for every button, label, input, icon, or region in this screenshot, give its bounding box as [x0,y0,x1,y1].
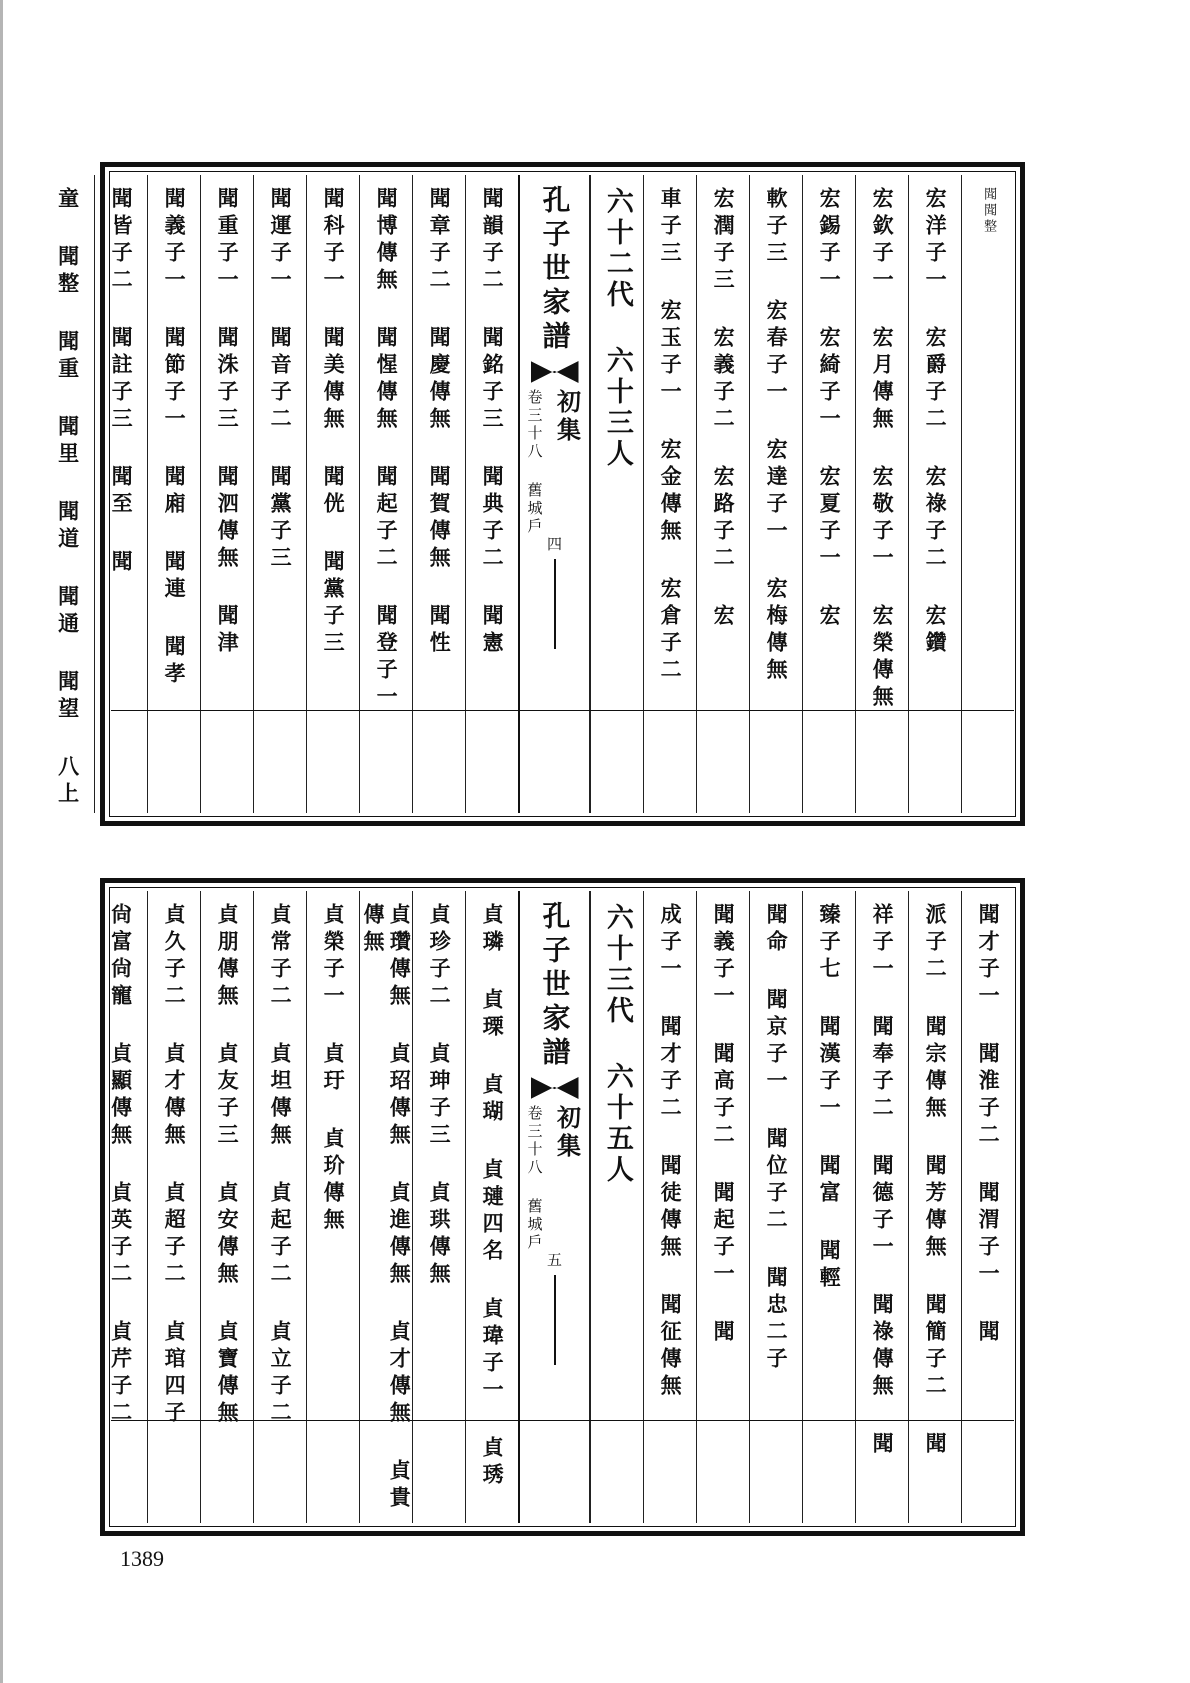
genealogy-entry-text: 聞義子一 聞節子一 聞廂 聞連 聞孝 [162,187,188,689]
genealogy-entry-text: 聞才子一 聞淮子二 聞渭子一 聞 [976,903,1002,1347]
genealogy-column [961,891,1014,1523]
genealogy-entry-text: 貞榮子一 貞玗 貞玠傳無 [321,903,347,1235]
genealogy-column [802,891,855,1523]
genealogy-entry-text: 祥子一 聞奉子二 聞德子一 聞祿傳無 聞 [870,903,896,1459]
top-folio-rule [111,710,1014,711]
genealogy-entry-text: 派子二 聞宗傳無 聞芳傳無 聞簡子二 聞 [923,903,949,1459]
center-rule [554,559,556,649]
genealogy-column [41,175,94,813]
genealogy-column [94,891,147,1523]
genealogy-entry-text: 聞皆子二 聞註子三 聞至 聞 [109,187,135,577]
genealogy-entry-text: 成子一 聞才子二 聞徒傳無 聞征傳無 [658,903,684,1401]
genealogy-column [961,175,1014,813]
genealogy-column [749,891,802,1523]
genealogy-column [253,175,306,813]
folio-number: 四 [545,536,563,551]
genealogy-column [306,175,359,813]
genealogy-entry-text: 宏洋子一 宏爵子二 宏祿子二 宏鑽 [923,187,949,658]
series-label: 初集 [552,1105,582,1161]
genealogy-entry-text: 聞科子一 聞美傳無 聞侊 聞黨子三 [321,187,347,658]
top-panel-columns [55,175,1014,813]
genealogy-column [147,175,200,813]
genealogy-column [200,891,253,1523]
genealogy-entry-text: 臻子七 聞漢子一 聞富 聞輕 [817,903,843,1293]
genealogy-entry-text: 尙富尙寵 貞顯傳無 貞英子二 貞芹子二 [108,903,134,1428]
genealogy-column [306,891,359,1523]
genealogy-column [253,891,306,1523]
fishtail-mark [531,1077,579,1099]
volume-note: 卷三十八 舊城戶 [525,389,544,536]
bottom-panel-columns [108,891,1014,1523]
genealogy-entry-text: 聞重子一 聞洙子三 聞泗傳無 聞津 [215,187,241,658]
genealogy-entry-text: 軟子三 宏春子一 宏達子一 宏梅傳無 [764,187,790,685]
book-title: 孔子世家譜 [538,901,572,1071]
book-title-column [518,175,590,813]
genealogy-column [200,175,253,813]
generation-heading: 六十三代 六十五人 [601,903,633,1186]
generation-heading: 六十二代 六十三人 [601,187,633,470]
genealogy-column [696,175,749,813]
bottom-folio-rule [111,1420,1014,1421]
fishtail-mark [531,361,579,383]
genealogy-entry-text: 聞章子二 聞慶傳無 聞賀傳無 聞性 [427,187,453,658]
genealogy-entry-text: 聞命 聞京子一 聞位子二 聞忠二子 [764,903,790,1374]
genealogy-panel-top [55,162,1025,826]
genealogy-entry-text: 聞義子一 聞高子二 聞起子一 聞 [711,903,737,1347]
genealogy-column [908,175,961,813]
genealogy-column [359,891,412,1523]
genealogy-column [359,175,412,813]
page-number: 1389 [120,1546,164,1571]
generation-heading-column [590,175,643,813]
generation-heading-column [590,891,643,1523]
genealogy-entry-text: 宏錫子一 宏綺子一 宏夏子一 宏 [817,187,843,631]
genealogy-entry-text: 宏欽子一 宏月傳無 宏敬子一 宏榮傳無 [870,187,896,712]
genealogy-column [643,175,696,813]
genealogy-column [465,891,518,1523]
page-spine-edge [0,0,3,1683]
genealogy-column [855,891,908,1523]
genealogy-entry-text: 貞珍子二 貞珅子三 貞珙傳無 [427,903,453,1289]
genealogy-column [696,891,749,1523]
genealogy-entry-text: 聞運子一 聞音子二 聞黨子三 [268,187,294,573]
genealogy-column [855,175,908,813]
genealogy-entry-text: 貞璘 貞瑮 貞瑚 貞璉四名 貞瑋子一 貞琇 [480,903,506,1490]
genealogy-entry-text: 貞瓚傳無 貞玿傳無 貞進傳無 貞才傳無 貞貴傳無 [361,903,412,1513]
genealogy-entry-text: 貞久子二 貞才傳無 貞超子二 貞琯四子 [162,903,188,1428]
genealogy-column [465,175,518,813]
genealogy-panel-bottom [100,878,1025,1536]
genealogy-column [908,891,961,1523]
folio-number: 五 [545,1252,563,1267]
genealogy-column [412,891,465,1523]
genealogy-entry-text: 聞聞整 [981,187,997,235]
genealogy-column [147,891,200,1523]
genealogy-entry-text: 貞常子二 貞坦傳無 貞起子二 貞立子二 [268,903,294,1428]
genealogy-entry-text: 貞朋傳無 貞友子三 貞安傳無 貞寶傳無 [215,903,241,1428]
genealogy-entry-text: 車子三 宏玉子一 宏金傳無 宏倉子二 [658,187,684,685]
book-title-column [518,891,590,1523]
genealogy-column [643,891,696,1523]
volume-note: 卷三十八 舊城戶 [525,1105,544,1252]
center-rule [554,1275,556,1365]
genealogy-column [749,175,802,813]
genealogy-column [412,175,465,813]
series-label: 初集 [552,389,582,445]
genealogy-entry-text: 宏潤子三 宏義子二 宏路子二 宏 [711,187,737,631]
genealogy-entry-text: 童 聞整 聞重 聞里 聞道 聞通 聞望 八上 [55,187,81,809]
book-title: 孔子世家譜 [538,185,572,355]
genealogy-entry-text: 聞博傳無 聞惺傳無 聞起子二 聞登子一 [374,187,400,712]
genealogy-column [802,175,855,813]
genealogy-column [94,175,147,813]
genealogy-entry-text: 聞韻子二 聞銘子三 聞典子二 聞憲 [480,187,506,658]
